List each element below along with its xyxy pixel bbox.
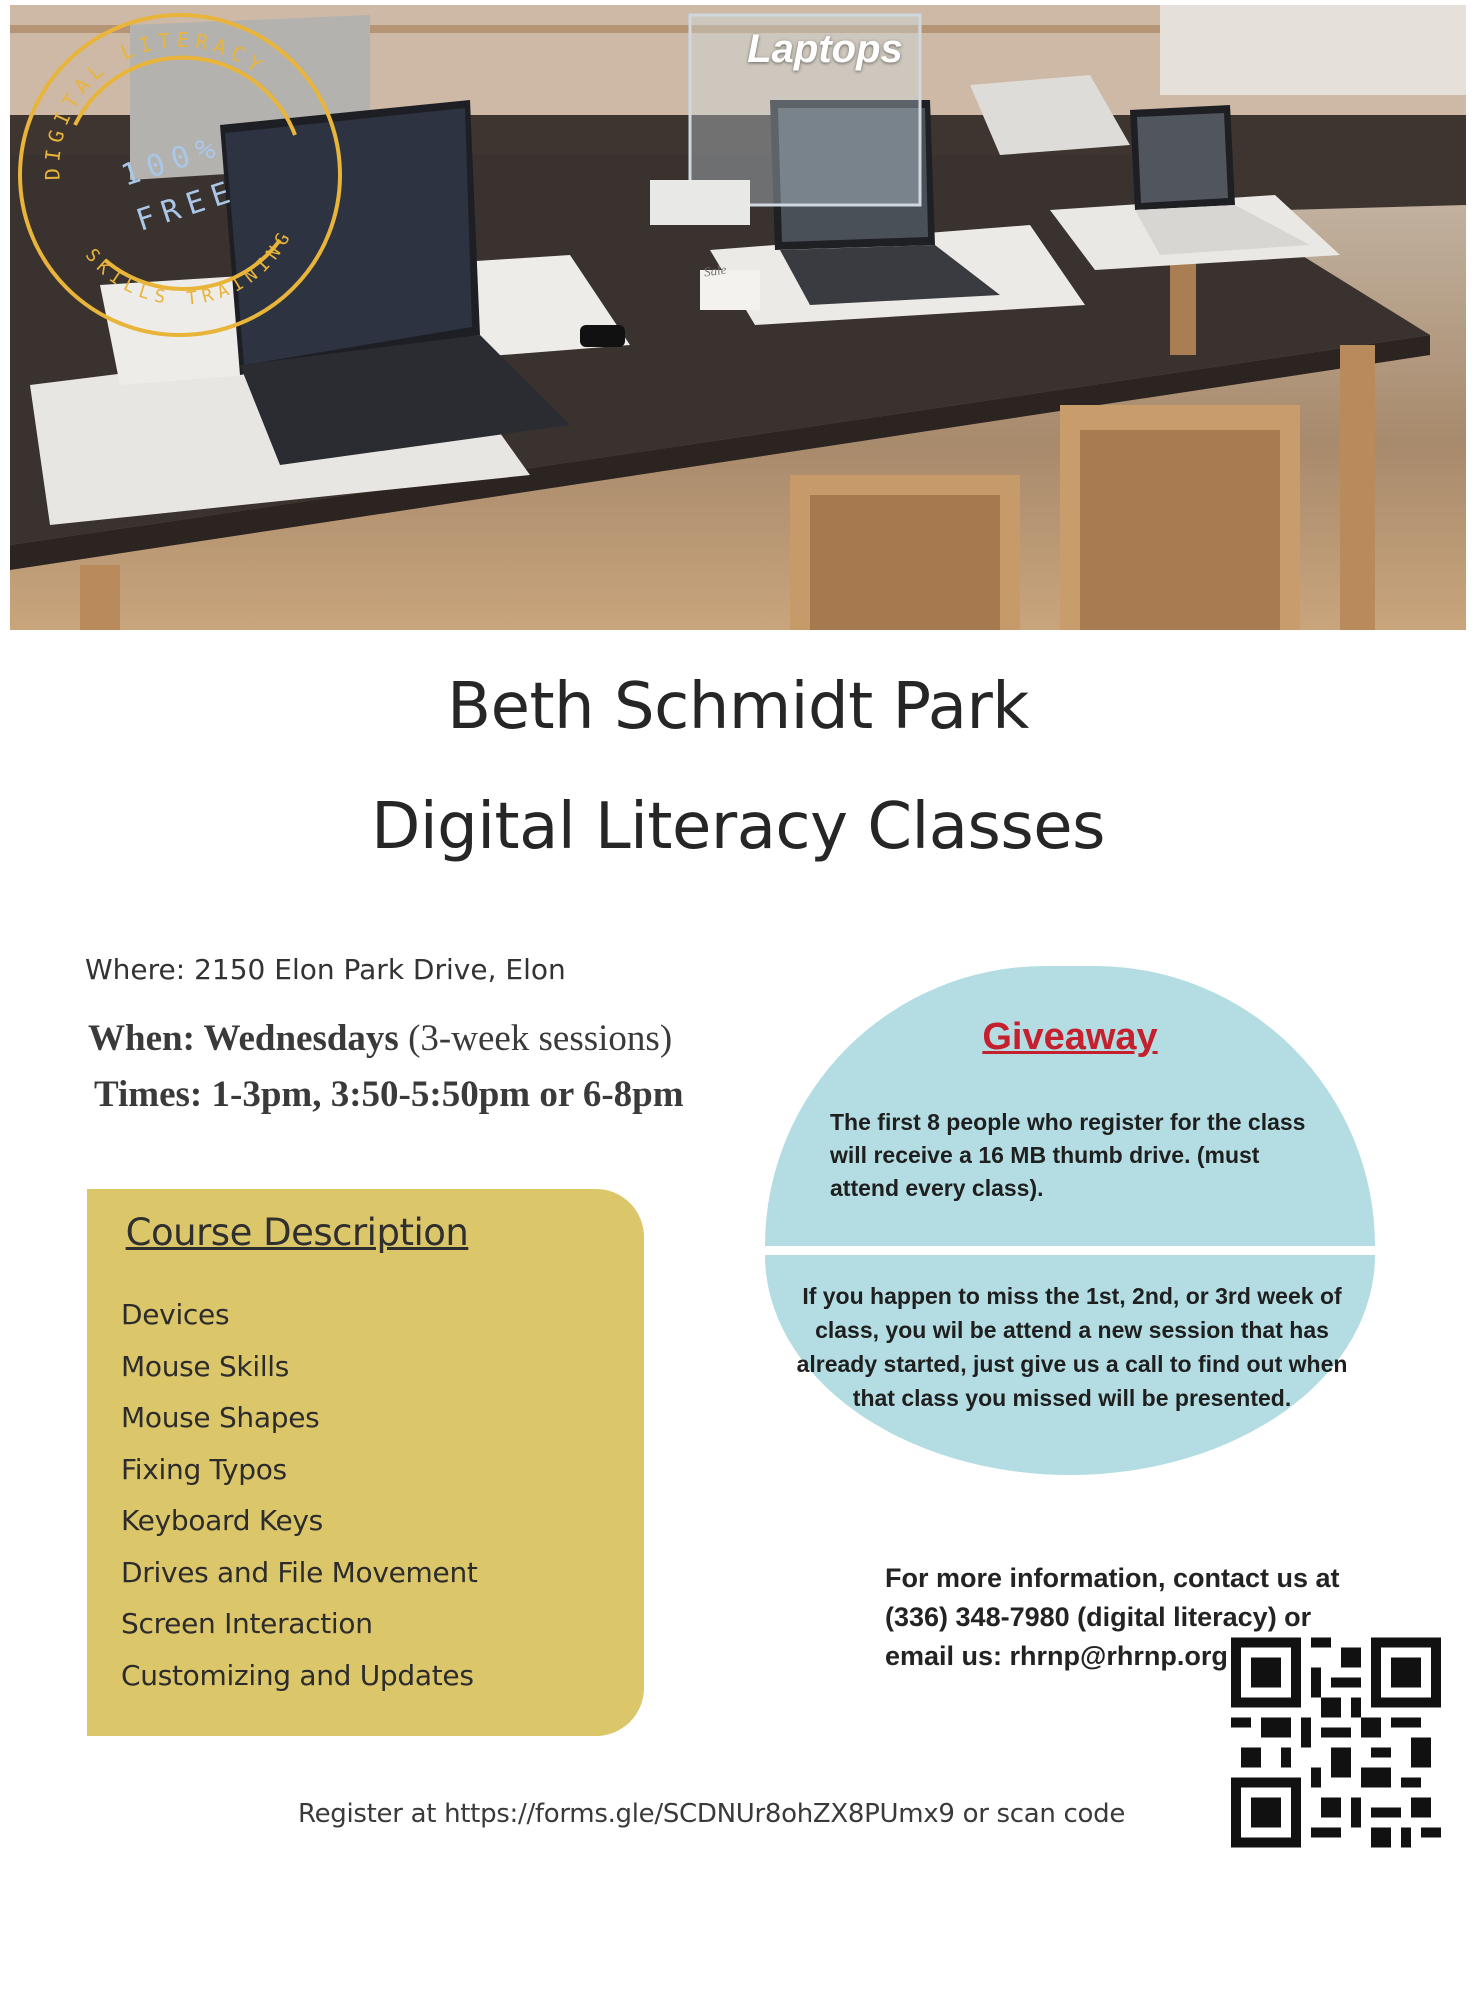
- svg-text:DIGITAL LITERACY: DIGITAL LITERACY: [40, 27, 272, 181]
- register-link-text[interactable]: Register at https://forms.gle/SCDNUr8ohZX8PUmx9 or scan code: [298, 1799, 1126, 1829]
- course-item: Screen Interaction: [121, 1607, 373, 1640]
- laptops-sign: Laptops: [747, 27, 903, 71]
- hero-photo: [10, 5, 1466, 630]
- free-training-badge-icon: [10, 5, 350, 345]
- course-item: Devices: [121, 1298, 230, 1331]
- course-item: Mouse Skills: [121, 1349, 290, 1383]
- when-label: When: Wednesdays: [88, 1018, 399, 1059]
- course-item: Mouse Shapes: [121, 1401, 320, 1434]
- when-detail: (3-week sessions): [398, 1018, 673, 1059]
- giveaway-panel: [765, 966, 1375, 1246]
- times-text: Times: 1-3pm, 3:50-5:50pm or 6-8pm: [94, 1074, 684, 1115]
- course-item: Customizing and Updates: [121, 1658, 474, 1692]
- course-description-title: Course Description: [125, 1211, 469, 1254]
- giveaway-text: The first 8 people who register for the class will receive a 16 MB thumb drive. (must attend every class).: [830, 1109, 1306, 1201]
- missed-class-text: If you happen to miss the 1st, 2nd, or 3rd week of class, you wil be attend a new session that has already started, just give us a call to find out when that class you missed will be presented.: [796, 1283, 1348, 1411]
- missed-class-panel: [765, 1255, 1375, 1475]
- giveaway-title: Giveaway: [982, 1016, 1158, 1058]
- qr-code-icon[interactable]: [1231, 1635, 1441, 1850]
- where-text: Where: 2150 Elon Park Drive, Elon: [85, 953, 566, 986]
- title-line-1: Beth Schmidt Park: [447, 670, 1029, 744]
- svg-text:SKILLS TRAINING: SKILLS TRAINING: [80, 224, 298, 310]
- course-item: Drives and File Movement: [121, 1555, 478, 1589]
- title-line-2: Digital Literacy Classes: [371, 790, 1105, 864]
- course-list: [121, 1289, 478, 1701]
- when-text: [88, 1017, 672, 1060]
- sale-tag: Sale: [702, 261, 728, 280]
- contact-info: For more information, contact us at (336) 348-7980 (digital literacy) or email us: rhrnp@rhrnp.org: [885, 1563, 1340, 1671]
- course-item: Fixing Typos: [121, 1452, 287, 1486]
- svg-text:100%: 100%: [117, 128, 228, 194]
- svg-text:FREE: FREE: [132, 173, 243, 239]
- flyer: [10, 5, 1466, 1850]
- course-item: Keyboard Keys: [121, 1504, 323, 1537]
- course-description-box: [87, 1189, 644, 1736]
